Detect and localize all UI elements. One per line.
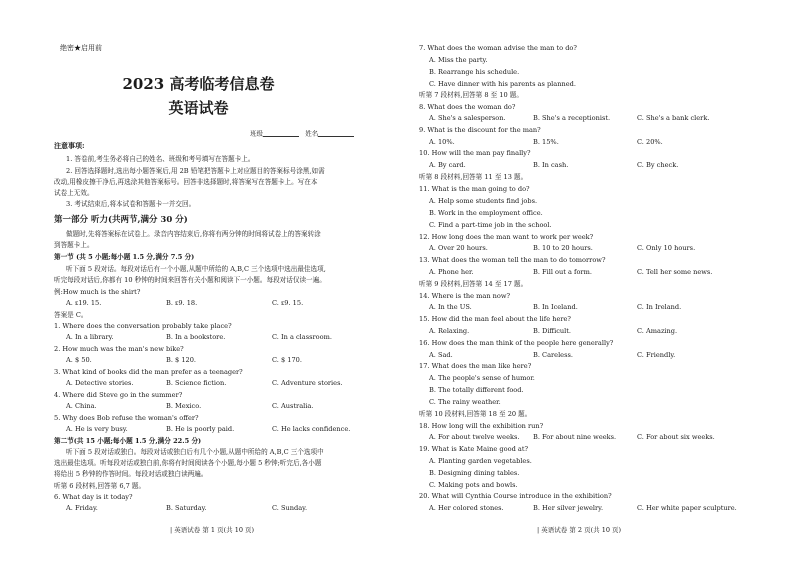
part1-intro: 到答题卡上。 <box>54 241 94 249</box>
option-a: A. Miss the party. <box>429 56 488 64</box>
option-c: C. Making pots and bowls. <box>429 481 518 489</box>
option-c: C. $ 170. <box>272 356 302 364</box>
option-b: B. Science fiction. <box>166 379 227 387</box>
note-line: 3. 考试结束后,将本试卷和答题卡一并交回。 <box>66 200 196 208</box>
option-c: C. ₤9. 15. <box>272 299 304 307</box>
class-name-line <box>250 130 354 137</box>
part1-intro: 做题时,先将答案标在试卷上。录音内容结束后,你将有两分钟的时间将试卷上的答案转涂 <box>66 230 321 238</box>
option-b: B. He is poorly paid. <box>166 425 235 433</box>
question: 13. What does the woman tell the man to do tomorrow? <box>419 256 606 264</box>
option-a: A. China. <box>66 402 97 410</box>
option-c: C. The rainy weather. <box>429 398 501 406</box>
option-b: B. Saturday. <box>166 504 207 512</box>
option-c: C. By check. <box>637 161 679 169</box>
option-b: B. In Iceland. <box>533 303 578 311</box>
option-b: B. Mexico. <box>166 402 202 410</box>
option-c: C. Sunday. <box>272 504 308 512</box>
option-b: B. Difficult. <box>533 327 572 335</box>
option-c: C. For about six weeks. <box>637 433 715 441</box>
example-question: 例:How much is the shirt? <box>54 288 141 296</box>
option-c: C. In Ireland. <box>637 303 682 311</box>
option-c: C. Only 10 hours. <box>637 244 696 252</box>
section2-title: 第二节(共 15 小题;每小题 1.5 分,满分 22.5 分) <box>54 437 202 445</box>
question: 14. Where is the man now? <box>419 292 511 300</box>
option-a: A. She's a salesperson. <box>429 114 506 122</box>
question: 20. What will Cynthia Course introduce in the exhibition? <box>419 492 612 500</box>
option-a: A. Friday. <box>66 504 98 512</box>
part1-title: 第一部分 听力(共两节,满分 30 分) <box>54 215 188 225</box>
section2-intro: 听下面 5 段对话或独白。每段对话或独白后有几个小题,从题中所给的 A,B,C 三个选项中 <box>66 448 324 456</box>
section2-intro: 选出最佳选项。听每段对话或独白前,你将有时间阅读各个小题,每小题 5 秒钟;听完后,各小题 <box>54 459 322 467</box>
option-a: A. Phone her. <box>429 268 474 276</box>
question: 16. How does the man think of the people here generally? <box>419 339 614 347</box>
option-a: A. Planting garden vegetables. <box>429 457 532 465</box>
option-b: B. She's a receptionist. <box>533 114 611 122</box>
material-label: 听第 7 段材料,回答第 8 至 10 题。 <box>419 91 523 99</box>
option-a: A. $ 50. <box>66 356 92 364</box>
option-c: C. Australia. <box>272 402 314 410</box>
question: 9. What is the discount for the man? <box>419 126 541 134</box>
material-label: 听第 8 段材料,回答第 11 至 13 题。 <box>419 173 528 181</box>
option-b: B. The totally different food. <box>429 386 524 394</box>
page-footer: | 英语试卷 第 1 页(共 10 页) <box>170 526 255 534</box>
option-c: C. In a classroom. <box>272 333 332 341</box>
option-a: A. Detective stories. <box>66 379 134 387</box>
question: 1. Where does the conversation probably take place? <box>54 322 232 330</box>
section2-intro: 将给出 5 秒钟的作答时间。每段对话或独白读两遍。 <box>54 470 208 478</box>
class-label: 班级 <box>250 129 263 138</box>
option-b: B. Her silver jewelry. <box>533 504 604 512</box>
option-b: B. In cash. <box>533 161 569 169</box>
option-b: B. $ 120. <box>166 356 197 364</box>
example-answer: 答案是 C。 <box>54 311 88 319</box>
note-line: 改动,用橡皮擦干净后,再选涂其他答案标号。回答非选择题时,将答案写在答题卡上。写在本 <box>54 178 318 186</box>
material-label: 听第 10 段材料,回答第 18 至 20 题。 <box>419 410 532 418</box>
question: 15. How did the man feel about the life here? <box>419 315 571 323</box>
option-c: C. Her white paper sculpture. <box>637 504 737 512</box>
option-b: B. Designing dining tables. <box>429 469 520 477</box>
option-b: B. Careless. <box>533 351 573 359</box>
section1-intro: 听下面 5 段对话。每段对话后有一个小题,从题中所给的 A,B,C 三个选项中选出最佳选项, <box>66 265 326 273</box>
question: 17. What does the man like here? <box>419 362 532 370</box>
note-line: 1. 答卷前,考生务必将自己的姓名、班级和考号填写在答题卡上。 <box>66 155 255 163</box>
notes-title: 注意事项: <box>54 141 85 150</box>
option-c: C. Tell her some news. <box>637 268 713 276</box>
question: 4. Where did Steve go in the summer? <box>54 391 183 399</box>
note-line: 试卷上无效。 <box>54 189 94 197</box>
question: 19. What is Kate Maine good at? <box>419 445 529 453</box>
option-a: A. Over 20 hours. <box>429 244 488 252</box>
option-a: A. Help some students find jobs. <box>429 197 538 205</box>
note-line: 2. 回答选择题时,选出每小题答案后,用 2B 铅笔把答题卡上对应题目的答案标号涂黑,如需 <box>66 167 325 175</box>
question: 7. What does the woman advise the man to do? <box>419 44 577 52</box>
option-a: A. Relaxing. <box>429 327 470 335</box>
option-a: A. ₤19. 15. <box>66 299 102 307</box>
option-b: B. 15%. <box>533 138 559 146</box>
option-b: B. Fill out a form. <box>533 268 592 276</box>
name-blank <box>318 130 354 137</box>
material-label: 听第 9 段材料,回答第 14 至 17 题。 <box>419 280 528 288</box>
material-label: 听第 6 段材料,回答第 6,7 题。 <box>54 482 146 490</box>
option-b: B. In a bookstore. <box>166 333 226 341</box>
option-c: C. She's a bank clerk. <box>637 114 710 122</box>
option-a: A. Her colored stones. <box>429 504 504 512</box>
option-c: C. Find a part-time job in the school. <box>429 221 552 229</box>
question: 12. How long does the man want to work per week? <box>419 233 594 241</box>
confidential-mark: 绝密★启用前 <box>60 44 102 52</box>
question: 18. How long will the exhibition run? <box>419 422 544 430</box>
option-c: C. Friendly. <box>637 351 676 359</box>
exam-title: 2023 高考临考信息卷 <box>122 75 275 93</box>
option-a: A. The people's sense of humor. <box>429 374 535 382</box>
section1-intro: 听完每段对话后,你都有 10 秒钟的时间来回答有关小题和阅读下一小题。每段对话仅读一遍。 <box>54 276 326 284</box>
option-a: A. By card. <box>429 161 466 169</box>
exam-subtitle: 英语试卷 <box>168 99 229 117</box>
section1-title: 第一节 (共 5 小题;每小题 1.5 分,满分 7.5 分) <box>54 253 195 261</box>
class-blank <box>263 130 299 137</box>
question: 5. Why does Bob refuse the woman's offer? <box>54 414 199 422</box>
name-label: 姓名 <box>305 129 319 138</box>
option-c: C. 20%. <box>637 138 663 146</box>
option-c: C. He lacks confidence. <box>272 425 351 433</box>
question: 10. How will the man pay finally? <box>419 149 531 157</box>
question: 2. How much was the man's new bike? <box>54 345 184 353</box>
option-a: A. For about twelve weeks. <box>429 433 520 441</box>
exam-page-2 <box>397 0 794 562</box>
option-a: A. In the US. <box>429 303 472 311</box>
page-footer: | 英语试卷 第 2 页(共 10 页) <box>537 526 622 534</box>
question: 11. What is the man going to do? <box>419 185 530 193</box>
option-b: B. For about nine weeks. <box>533 433 617 441</box>
question: 6. What day is it today? <box>54 493 133 501</box>
option-a: A. In a library. <box>66 333 114 341</box>
question: 8. What does the woman do? <box>419 103 516 111</box>
option-b: B. ₤9. 18. <box>166 299 198 307</box>
option-b: B. Rearrange his schedule. <box>429 68 520 76</box>
option-c: C. Adventure stories. <box>272 379 343 387</box>
option-a: A. Sad. <box>429 351 453 359</box>
question: 3. What kind of books did the man prefer as a teenager? <box>54 368 243 376</box>
option-c: C. Amazing. <box>637 327 678 335</box>
option-c: C. Have dinner with his parents as planned. <box>429 80 576 88</box>
option-b: B. Work in the employment office. <box>429 209 543 217</box>
option-b: B. 10 to 20 hours. <box>533 244 593 252</box>
option-a: A. 10%. <box>429 138 455 146</box>
option-a: A. He is very busy. <box>66 425 128 433</box>
